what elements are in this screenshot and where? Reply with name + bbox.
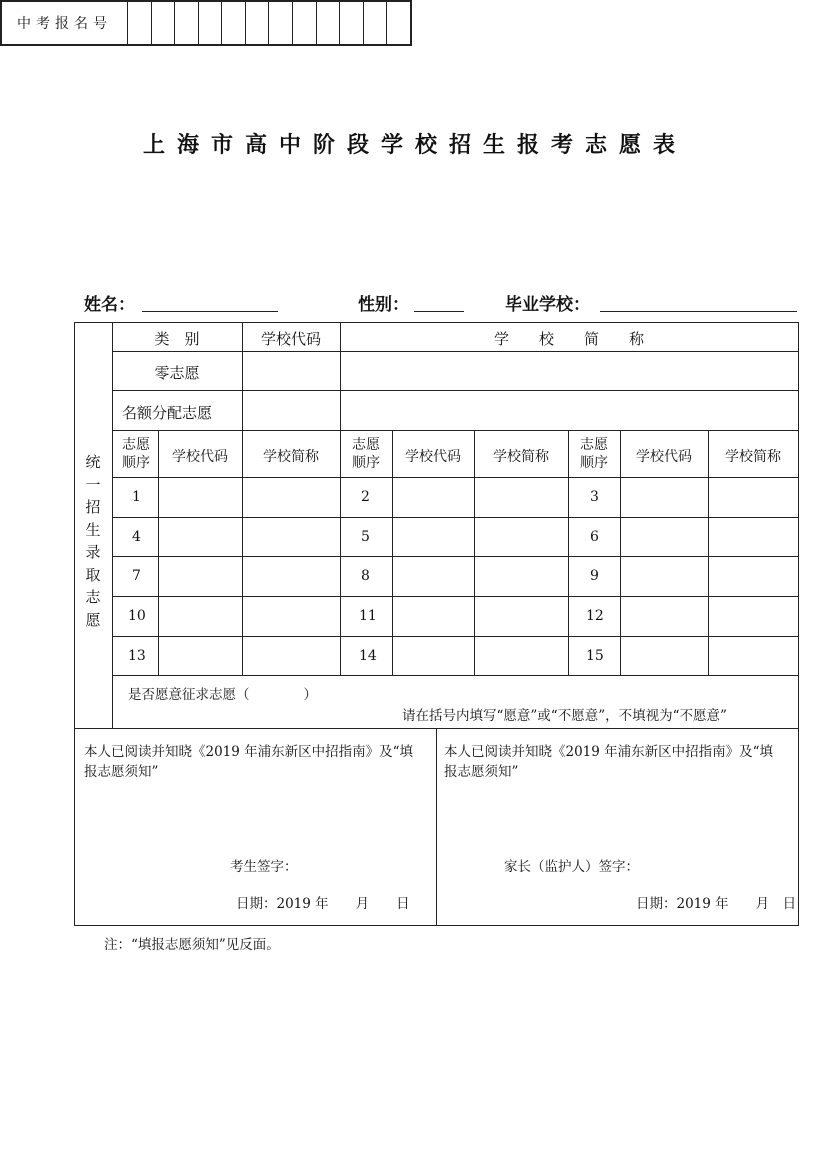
choice-number: 2 [361,489,370,505]
grid-line [112,390,798,391]
grid-line [474,430,475,675]
choice-number: 12 [586,608,604,624]
name-field[interactable] [142,311,278,312]
registration-digit-cell[interactable] [293,2,317,44]
registration-digit-cell[interactable] [152,2,176,44]
grid-line [620,430,621,675]
choice-number: 5 [361,529,370,545]
registration-digit-cell[interactable] [269,2,293,44]
choice-number: 9 [590,568,599,584]
registration-digit-cell[interactable] [317,2,341,44]
registration-digit-cell[interactable] [128,2,152,44]
code-header: 学校代码 [172,449,228,465]
student-declaration: 本人已阅读并知晓《2019 年浦东新区中招指南》及“填 [84,744,414,760]
header-school-name: 学 校 简 称 [493,330,644,348]
registration-digit-cell[interactable] [246,2,270,44]
grid-line [158,430,159,675]
registration-number-label: 中考报名号 [2,2,128,44]
code-header: 学校代码 [636,449,692,465]
choice-number: 3 [590,489,599,505]
collect-question[interactable]: 是否愿意征求志愿（ ） [128,687,317,703]
registration-digit-cell[interactable] [199,2,223,44]
registration-digit-cell[interactable] [222,2,246,44]
header-school-code: 学校代码 [260,330,321,348]
grid-line [112,556,798,557]
name-label: 姓名： [84,295,135,315]
student-declaration-cont: 报志愿须知” [84,764,159,780]
order-header: 志愿 顺序 [352,437,380,471]
page-title: 上海市高中阶段学校招生报考志愿表 [142,133,687,158]
parent-date[interactable]: 日期：2019 年 月 日 [636,896,797,912]
name-header: 学校简称 [263,449,319,465]
gender-label: 性别： [358,295,409,315]
registration-number-box [0,0,412,46]
grid-line [242,430,243,675]
grid-line [112,517,798,518]
choice-number: 10 [128,608,146,624]
registration-digit-cell[interactable] [175,2,199,44]
footnote: 注：“填报志愿须知”见反面。 [104,937,280,953]
order-header: 志愿 顺序 [122,437,150,471]
order-header: 志愿 顺序 [580,437,608,471]
gender-field[interactable] [414,311,464,312]
choice-number: 13 [128,648,146,664]
school-label: 毕业学校： [505,295,590,315]
grid-line [112,636,798,637]
grid-line [112,430,798,431]
parent-declaration-cont: 报志愿须知” [444,764,519,780]
grid-line [112,477,798,478]
parent-signature-label[interactable]: 家长（监护人）签字： [504,859,639,875]
unified-admission-label: 统 一 招 生 录 取 志 愿 [85,453,101,629]
choice-number: 1 [132,489,141,505]
graduation-school-field[interactable] [600,311,797,312]
registration-digit-cell[interactable] [364,2,388,44]
choice-number: 8 [361,568,370,584]
grid-line [112,596,798,597]
choice-number: 14 [359,648,377,664]
choice-number: 11 [359,608,377,624]
grid-line [436,728,437,926]
choice-number: 7 [132,568,141,584]
header-category: 类 别 [154,330,200,348]
registration-digit-cell[interactable] [387,2,410,44]
grid-line [112,675,798,676]
student-signature-label[interactable]: 考生签字： [230,859,298,875]
grid-line [392,430,393,675]
choice-number: 6 [590,529,599,545]
choice-number: 15 [586,648,604,664]
name-header: 学校简称 [725,449,781,465]
code-header: 学校代码 [405,449,461,465]
quota-choice-label: 名额分配志愿 [122,404,213,422]
grid-line [112,351,798,352]
student-date[interactable]: 日期：2019 年 月 日 [236,896,410,912]
name-header: 学校简称 [493,449,549,465]
zero-choice-label: 零志愿 [154,364,200,382]
registration-digit-cell[interactable] [340,2,364,44]
choice-number: 4 [132,529,141,545]
collect-instruction: 请在括号内填写“愿意”或“不愿意”，不填视为“不愿意” [402,708,727,724]
parent-declaration: 本人已阅读并知晓《2019 年浦东新区中招指南》及“填 [444,744,774,760]
grid-line [708,430,709,675]
